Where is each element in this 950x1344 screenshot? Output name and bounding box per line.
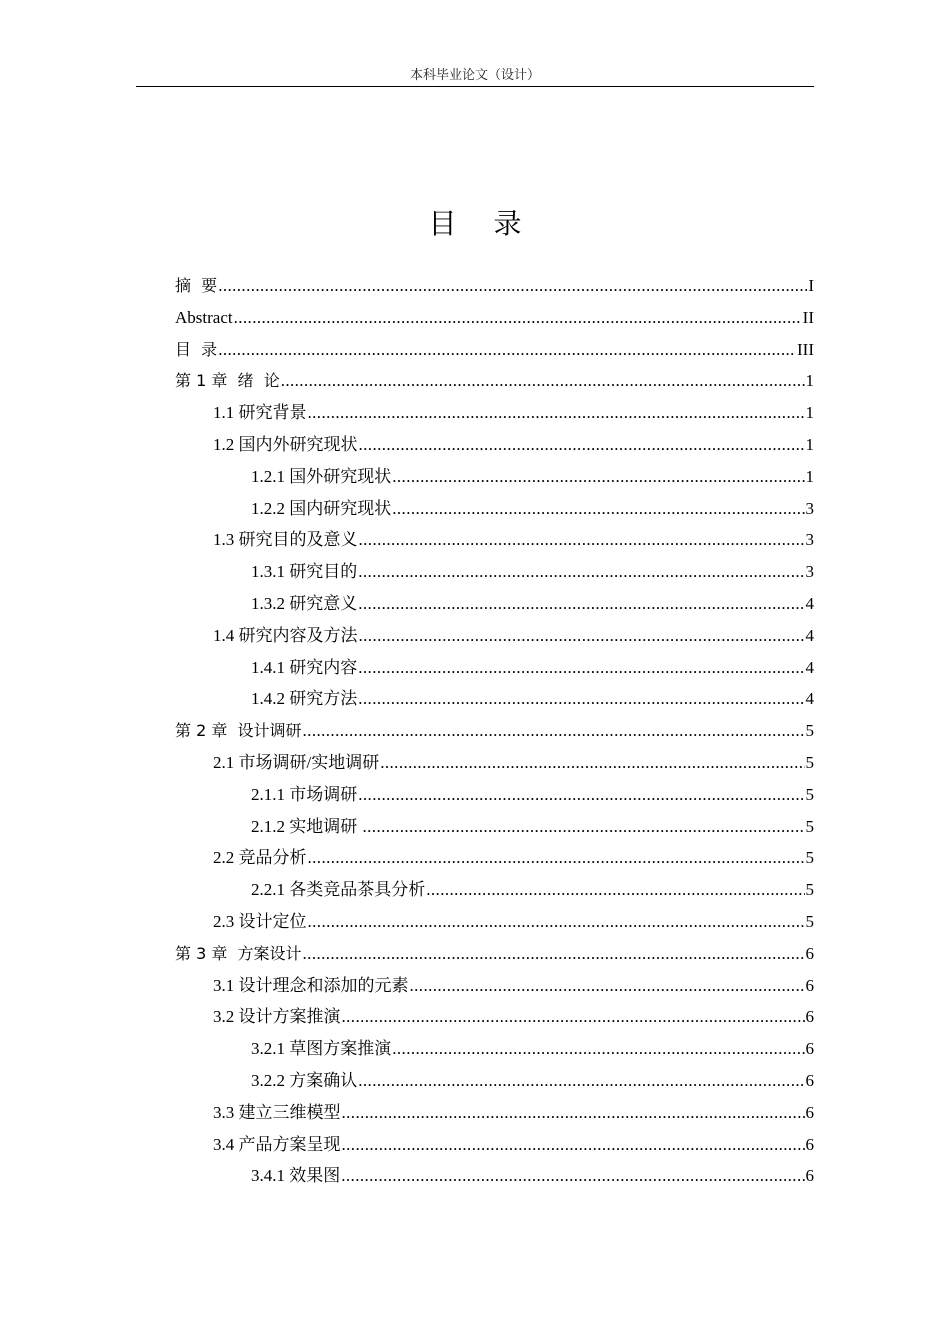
toc-entry-page-number: III <box>797 339 814 359</box>
toc-dot-leader <box>281 365 805 397</box>
toc-entry-label: 摘 要 <box>175 276 218 295</box>
toc-entry-page-number: 3 <box>805 562 814 582</box>
toc-entry-page-number: 5 <box>805 848 814 868</box>
toc-entry-label: 3.4.1 效果图 <box>251 1166 341 1186</box>
toc-dot-leader <box>358 683 804 715</box>
toc-dot-leader <box>342 1001 805 1033</box>
toc-entry[interactable] <box>175 461 814 493</box>
toc-entry-label: 第 2 章 设计调研 <box>175 721 302 741</box>
toc-entry-label: 3.2.1 草图方案推演 <box>251 1039 392 1059</box>
toc-entry-label: 3.2.2 方案确认 <box>251 1070 358 1090</box>
toc-dot-leader <box>218 270 807 302</box>
toc-entry-page-number: 6 <box>805 1134 814 1154</box>
toc-entry-label: 3.1 设计理念和添加的元素 <box>213 975 409 995</box>
toc-entry-page-number: 4 <box>805 657 814 677</box>
toc-entry-label: 3.4 产品方案呈现 <box>213 1134 341 1154</box>
toc-entry-page-number: 5 <box>805 752 814 772</box>
toc-entry-page-number: 1 <box>805 466 814 486</box>
toc-dot-leader <box>410 970 805 1002</box>
toc-entry-page-number: I <box>808 276 814 295</box>
page-title: 目 录 <box>428 207 536 240</box>
toc-dot-leader <box>392 1033 804 1065</box>
toc-entry[interactable] <box>175 365 814 397</box>
header-rule <box>136 86 814 87</box>
toc-entry[interactable] <box>175 1160 814 1192</box>
toc-entry-label: 目 录 <box>175 339 218 359</box>
toc-entry-page-number: 5 <box>805 721 814 741</box>
toc-entry-page-number: 6 <box>805 1102 814 1122</box>
toc-entry[interactable] <box>175 779 814 811</box>
toc-entry[interactable] <box>175 683 814 715</box>
toc-dot-leader <box>359 429 805 461</box>
toc-entry-page-number: 3 <box>805 498 814 518</box>
toc-entry[interactable] <box>175 970 814 1002</box>
toc-dot-leader <box>308 842 805 874</box>
toc-entry-page-number: 6 <box>805 943 814 963</box>
toc-entry-label: 3.3 建立三维模型 <box>213 1102 341 1122</box>
toc-entry-page-number: 6 <box>805 975 814 995</box>
toc-entry-label: 2.1.2 实地调研 <box>251 816 362 836</box>
toc-entry[interactable] <box>175 302 814 334</box>
toc-entry-label: 1.2 国内外研究现状 <box>213 434 358 454</box>
toc-entry-label: 1.1 研究背景 <box>213 403 307 423</box>
toc-dot-leader <box>234 302 802 334</box>
toc-dot-leader <box>426 874 804 906</box>
toc-entry[interactable] <box>175 620 814 652</box>
toc-entry[interactable] <box>175 874 814 906</box>
toc-entry-label: Abstract <box>175 307 233 327</box>
running-header: 本科毕业论文（设计） <box>409 67 540 82</box>
toc-entry[interactable] <box>175 715 814 747</box>
toc-entry[interactable] <box>175 842 814 874</box>
toc-entry-label: 2.1.1 市场调研 <box>251 784 358 804</box>
toc-dot-leader <box>380 747 804 779</box>
toc-entry-page-number: 4 <box>805 689 814 709</box>
toc-dot-leader <box>303 715 805 747</box>
toc-entry[interactable] <box>175 588 814 620</box>
toc-entry-page-number: 3 <box>805 530 814 550</box>
toc-entry[interactable] <box>175 1033 814 1065</box>
toc-entry[interactable] <box>175 1129 814 1161</box>
toc-dot-leader <box>308 397 805 429</box>
toc-entry-label: 2.2.1 各类竞品茶具分析 <box>251 880 426 900</box>
toc-entry[interactable] <box>175 270 814 302</box>
toc-dot-leader <box>303 938 805 970</box>
toc-entry-label: 第 3 章 方案设计 <box>175 943 302 963</box>
toc-dot-leader <box>341 1160 804 1192</box>
toc-entry-page-number: 6 <box>805 1070 814 1090</box>
toc-entry-page-number: 5 <box>805 816 814 836</box>
toc-entry[interactable] <box>175 556 814 588</box>
toc-entry-label: 1.4.2 研究方法 <box>251 689 358 709</box>
toc-entry-label: 1.4.1 研究内容 <box>251 657 358 677</box>
toc-entry-label: 1.4 研究内容及方法 <box>213 625 358 645</box>
toc-entry-label: 1.3 研究目的及意义 <box>213 530 358 550</box>
toc-entry-label: 1.2.1 国外研究现状 <box>251 466 392 486</box>
toc-entry-page-number: 6 <box>805 1007 814 1027</box>
toc-entry-label: 2.1 市场调研/实地调研 <box>213 752 380 772</box>
toc-entry[interactable] <box>175 1097 814 1129</box>
toc-entry[interactable] <box>175 652 814 684</box>
toc-entry[interactable] <box>175 493 814 525</box>
toc-entry-label: 3.2 设计方案推演 <box>213 1007 341 1027</box>
toc-dot-leader <box>358 652 804 684</box>
toc-entry[interactable] <box>175 397 814 429</box>
toc-dot-leader <box>218 334 796 366</box>
toc-entry[interactable] <box>175 1065 814 1097</box>
toc-entry[interactable] <box>175 429 814 461</box>
toc-entry[interactable] <box>175 938 814 970</box>
table-of-contents <box>175 270 814 1192</box>
toc-entry-page-number: 6 <box>805 1039 814 1059</box>
toc-dot-leader <box>308 906 805 938</box>
toc-entry[interactable] <box>175 906 814 938</box>
toc-entry[interactable] <box>175 524 814 556</box>
toc-entry-page-number: 1 <box>805 371 814 391</box>
toc-entry-page-number: 5 <box>805 784 814 804</box>
toc-entry-page-number: 6 <box>805 1166 814 1186</box>
toc-entry[interactable] <box>175 1001 814 1033</box>
toc-dot-leader <box>358 779 804 811</box>
toc-entry-page-number: 1 <box>805 434 814 454</box>
toc-dot-leader <box>392 461 804 493</box>
toc-entry-label: 2.3 设计定位 <box>213 911 307 931</box>
toc-dot-leader <box>358 588 804 620</box>
toc-entry-page-number: 4 <box>805 593 814 613</box>
toc-dot-leader <box>358 1065 804 1097</box>
toc-entry-page-number: 4 <box>805 625 814 645</box>
toc-dot-leader <box>359 524 805 556</box>
toc-entry-page-number: 5 <box>805 911 814 931</box>
toc-dot-leader <box>342 1129 805 1161</box>
toc-entry-label: 2.2 竞品分析 <box>213 848 307 868</box>
toc-entry[interactable] <box>175 811 814 843</box>
toc-entry-label: 1.3.1 研究目的 <box>251 562 358 582</box>
toc-dot-leader <box>359 620 805 652</box>
toc-entry-page-number: 1 <box>805 403 814 423</box>
toc-entry[interactable] <box>175 334 814 366</box>
toc-entry[interactable] <box>175 747 814 779</box>
toc-entry-label: 第 1 章 绪 论 <box>175 371 280 391</box>
toc-dot-leader <box>342 1097 805 1129</box>
toc-dot-leader <box>358 556 804 588</box>
toc-entry-page-number: 5 <box>805 880 814 900</box>
toc-entry-label: 1.2.2 国内研究现状 <box>251 498 392 518</box>
toc-dot-leader <box>363 811 805 843</box>
toc-entry-label: 1.3.2 研究意义 <box>251 593 358 613</box>
toc-entry-page-number: II <box>802 307 814 327</box>
toc-dot-leader <box>392 493 804 525</box>
